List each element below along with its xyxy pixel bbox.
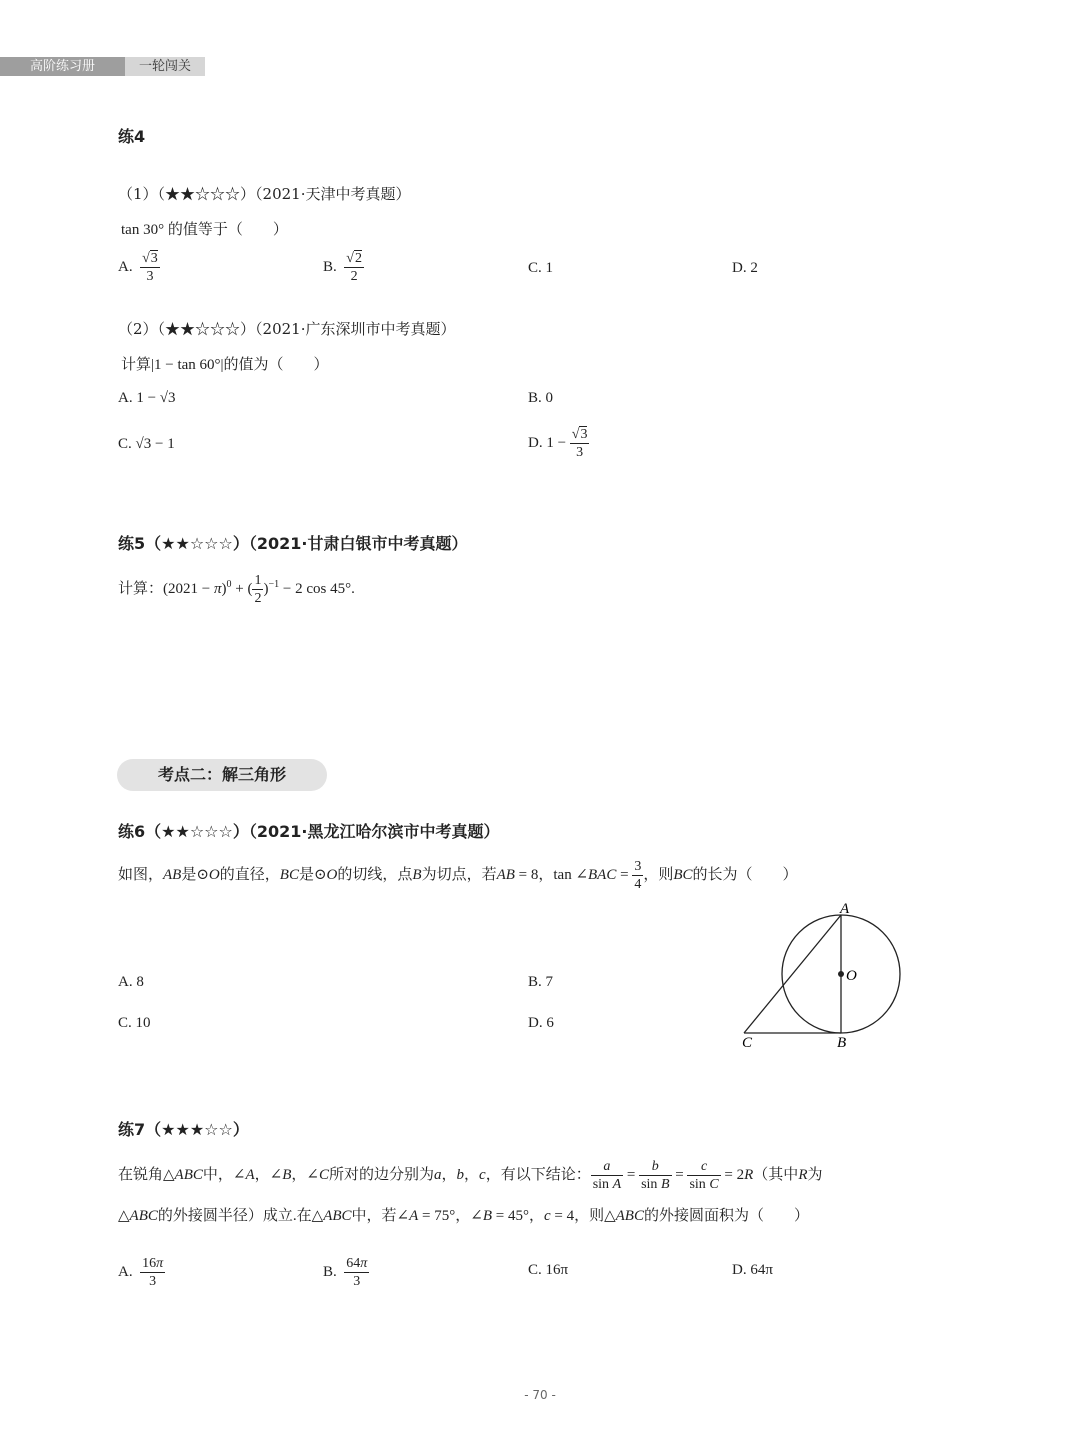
ex7-stem-line2: △ABC的外接圆半径）成立.在△ABC中，若∠A = 75°，∠B = 45°，c = 4，则△ABC的外接圆面积为（ ） [118,1208,809,1224]
ex4-q1-option-c: C. 1 [528,260,554,276]
ex4-q1-option-a: A. $\frac{√3}{3}$ [118,251,158,284]
page-number: - 70 - [524,1388,556,1402]
ex7-option-a: A. $\frac{16\pi}{3}$ [118,1256,164,1289]
ex7-title: 练7（★★★☆☆） [118,1120,249,1139]
label-b: B [837,1035,847,1051]
ex4-q1-stem: tan 30° 的值等于（ ） [121,222,288,238]
header-book-title: 高阶练习册 [0,57,125,76]
ex4-q1-option-b: B. $\frac{√2}{2}$ [323,251,362,284]
ex6-option-d: D. 6 [528,1015,554,1031]
section-title: 考点二：解三角形 [117,759,327,791]
ex6-option-b: B. 7 [528,974,554,990]
label-a: A [840,901,850,917]
line-ca [744,915,841,1033]
ex6-option-a: A. 8 [118,974,144,990]
ex6-geometry-figure [730,895,920,1055]
ex6-option-c: C. 10 [118,1015,151,1031]
ex5-stem: 计算：$(2021 - \pi)^0$ + ( $\frac{1}{2}$ )$^{-1}$ − 2 cos 45°. [118,573,355,606]
ex4-q2-label: （2）（★★☆☆☆）（2021·广东深圳市中考真题） [118,320,456,338]
ex4-q2-option-a: A. 1 − √3 [118,390,176,406]
ex7-option-b: B. $\frac{64\pi}{3}$ [323,1256,368,1289]
ex4-q1-label: （1）（★★☆☆☆）（2021·天津中考真题） [118,185,411,203]
ex4-q2-option-d: D. 1 − $\frac{√3}{3}$ [528,427,588,460]
ex7-stem-line1: 在锐角△ABC中，∠A，∠B，∠C所对的边分别为a，b，c，有以下结论： $\frac{a}{\text{sin A}}$ = $\frac{b}{\text{sin B}}$ = $\frac{c}{\text{sin C}}$ = 2R（其中R为 [118,1159,823,1192]
header-chapter: 一轮闯关 [125,57,205,76]
ex4-q2-stem: 计算|1 − tan 60°|的值为（ ） [121,357,329,373]
ex4-q2-option-c: C. √3 − 1 [118,436,175,452]
center-point-o [838,971,844,977]
label-o: O [846,968,857,984]
ex7-option-c: C. 16π [528,1262,569,1278]
ex6-title: 练6（★★☆☆☆）（2021·黑龙江哈尔滨市中考真题） [118,822,500,841]
ex7-option-d: D. 64π [732,1262,773,1278]
ex4-title: 练4 [118,127,146,146]
label-c: C [742,1035,753,1051]
ex4-q1-option-d: D. 2 [732,260,758,276]
ex4-q2-option-b: B. 0 [528,390,554,406]
ex5-title: 练5（★★☆☆☆）（2021·甘肃白银市中考真题） [118,534,468,553]
ex6-stem: 如图，AB是⊙O的直径，BC是⊙O的切线，点B为切点，若AB = 8，tan ∠BAC = $\frac{3}{4}$ ，则BC的长为（ ） [118,859,798,892]
